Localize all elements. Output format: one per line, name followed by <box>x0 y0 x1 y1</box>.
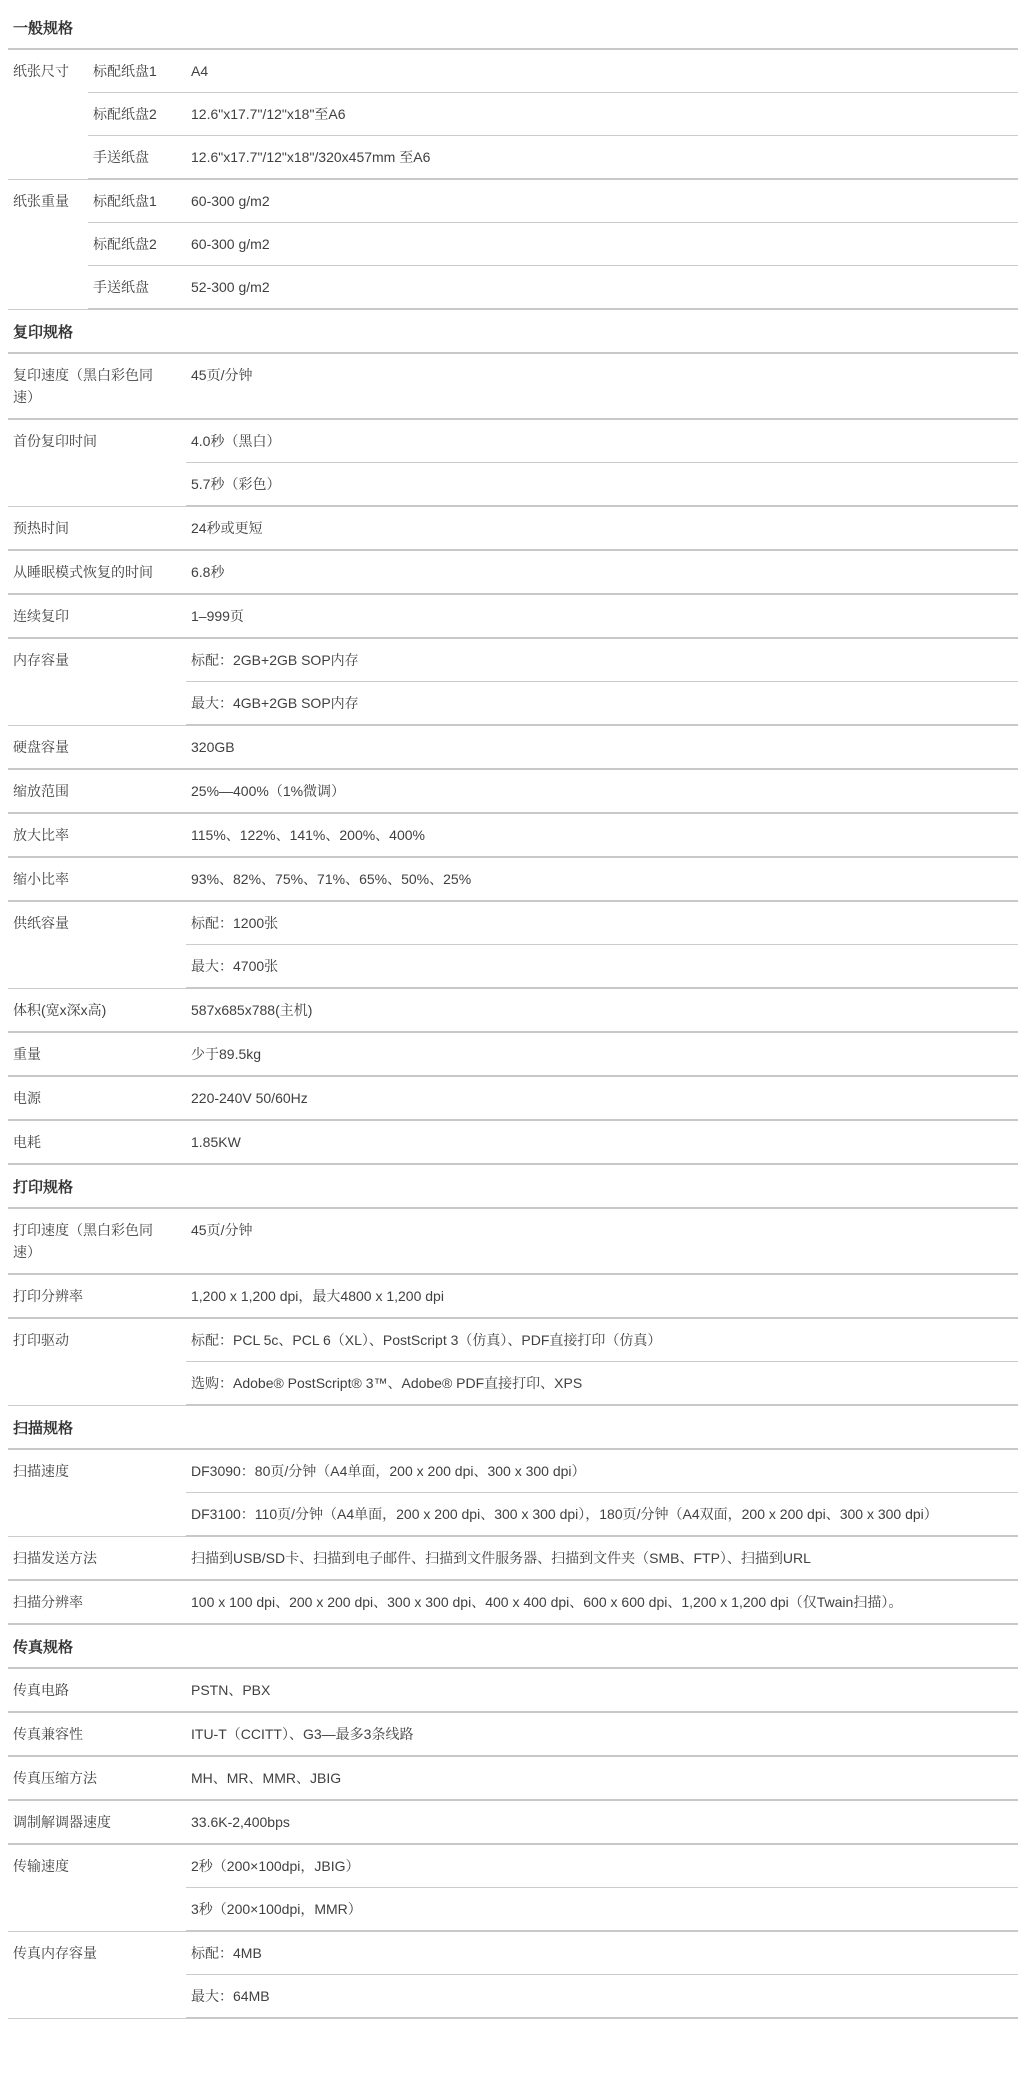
row-value: 少于89.5kg <box>186 1032 1018 1076</box>
table-row <box>8 594 1018 638</box>
row-label: 首份复印时间 <box>8 419 186 506</box>
row-sublabel: 手送纸盘 <box>88 266 186 310</box>
table-row <box>8 901 1018 945</box>
table-row <box>8 1844 1018 1888</box>
row-value: 60-300 g/m2 <box>186 223 1018 266</box>
table-row <box>8 1931 1018 1975</box>
table-row <box>8 1274 1018 1318</box>
row-value: 6.8秒 <box>186 550 1018 594</box>
row-sublabel: 标配纸盘2 <box>88 93 186 136</box>
table-row <box>8 1712 1018 1756</box>
row-label: 扫描分辨率 <box>8 1580 186 1624</box>
row-value: 25%—400%（1%微调） <box>186 769 1018 813</box>
row-value: 最大：4GB+2GB SOP内存 <box>186 682 1018 726</box>
row-label: 连续复印 <box>8 594 186 638</box>
row-label: 打印速度（黑白彩色同速） <box>8 1209 186 1274</box>
table-row <box>8 354 1018 419</box>
row-value: 标配：2GB+2GB SOP内存 <box>186 638 1018 682</box>
row-label: 传输速度 <box>8 1844 186 1931</box>
row-label: 纸张重量 <box>8 179 88 309</box>
row-value: 标配：1200张 <box>186 901 1018 945</box>
spec-table <box>8 1450 1018 1625</box>
spec-table <box>8 1669 1018 2019</box>
row-value: 93%、82%、75%、71%、65%、50%、25% <box>186 857 1018 901</box>
table-row <box>8 1209 1018 1274</box>
spec-page <box>8 0 1018 2019</box>
row-sublabel: 标配纸盘2 <box>88 223 186 266</box>
row-value: 60-300 g/m2 <box>186 179 1018 223</box>
table-row <box>8 266 1018 310</box>
row-value: ITU-T（CCITT）、G3—最多3条线路 <box>186 1712 1018 1756</box>
table-row <box>8 1450 1018 1493</box>
row-label: 内存容量 <box>8 638 186 725</box>
row-value: 扫描到USB/SD卡、扫描到电子邮件、扫描到文件服务器、扫描到文件夹（SMB、FTP）、扫描到URL <box>186 1536 1018 1580</box>
row-value: 12.6"x17.7"/12"x18"/320x457mm 至A6 <box>186 136 1018 180</box>
section-title: 传真规格 <box>8 1625 1018 1669</box>
row-label: 打印驱动 <box>8 1318 186 1405</box>
row-label: 纸张尺寸 <box>8 50 88 179</box>
section-title: 复印规格 <box>8 310 1018 354</box>
table-row <box>8 1580 1018 1624</box>
row-value: 1,200 x 1,200 dpi，最大4800 x 1,200 dpi <box>186 1274 1018 1318</box>
table-row <box>8 1669 1018 1712</box>
table-row <box>8 857 1018 901</box>
row-value: 12.6"x17.7"/12"x18"至A6 <box>186 93 1018 136</box>
table-row <box>8 1120 1018 1164</box>
row-value: A4 <box>186 50 1018 93</box>
section-title: 打印规格 <box>8 1165 1018 1209</box>
row-value: 标配：4MB <box>186 1931 1018 1975</box>
spec-table <box>8 50 1018 310</box>
section-title: 一般规格 <box>8 0 1018 50</box>
row-label: 电源 <box>8 1076 186 1120</box>
row-label: 打印分辨率 <box>8 1274 186 1318</box>
table-row <box>8 638 1018 682</box>
table-row <box>8 1318 1018 1362</box>
row-value: 45页/分钟 <box>186 1209 1018 1274</box>
table-row <box>8 93 1018 136</box>
row-label: 扫描发送方法 <box>8 1536 186 1580</box>
table-row <box>8 419 1018 463</box>
row-value: 220-240V 50/60Hz <box>186 1076 1018 1120</box>
row-label: 放大比率 <box>8 813 186 857</box>
row-value: 45页/分钟 <box>186 354 1018 419</box>
spec-section <box>8 1625 1018 2019</box>
table-row <box>8 1800 1018 1844</box>
table-row <box>8 179 1018 223</box>
table-row <box>8 813 1018 857</box>
row-sublabel: 手送纸盘 <box>88 136 186 180</box>
row-value: MH、MR、MMR、JBIG <box>186 1756 1018 1800</box>
spec-section <box>8 0 1018 310</box>
row-value: 115%、122%、141%、200%、400% <box>186 813 1018 857</box>
row-label: 缩小比率 <box>8 857 186 901</box>
row-value: 100 x 100 dpi、200 x 200 dpi、300 x 300 dpi、400 x 400 dpi、600 x 600 dpi、1,200 x 1,200 dpi（仅Twain扫描）。 <box>186 1580 1018 1624</box>
spec-section <box>8 1165 1018 1406</box>
row-sublabel: 标配纸盘1 <box>88 179 186 223</box>
table-row <box>8 1032 1018 1076</box>
table-row <box>8 506 1018 550</box>
row-sublabel: 标配纸盘1 <box>88 50 186 93</box>
section-title: 扫描规格 <box>8 1406 1018 1450</box>
row-label: 调制解调器速度 <box>8 1800 186 1844</box>
row-label: 重量 <box>8 1032 186 1076</box>
table-row <box>8 1756 1018 1800</box>
spec-table <box>8 1209 1018 1406</box>
row-value: 320GB <box>186 725 1018 769</box>
row-value: 5.7秒（彩色） <box>186 463 1018 507</box>
row-value: 24秒或更短 <box>186 506 1018 550</box>
row-value: 52-300 g/m2 <box>186 266 1018 310</box>
row-value: 选购：Adobe® PostScript® 3™、Adobe® PDF直接打印、XPS <box>186 1362 1018 1406</box>
row-value: DF3100：110页/分钟（A4单面，200 x 200 dpi、300 x 300 dpi），180页/分钟（A4双面，200 x 200 dpi、300 x 300 dpi） <box>186 1493 1018 1537</box>
table-row <box>8 223 1018 266</box>
row-value: 1.85KW <box>186 1120 1018 1164</box>
row-label: 硬盘容量 <box>8 725 186 769</box>
table-row <box>8 550 1018 594</box>
row-label: 传真电路 <box>8 1669 186 1712</box>
row-label: 传真压缩方法 <box>8 1756 186 1800</box>
row-value: 1–999页 <box>186 594 1018 638</box>
row-value: 4.0秒（黑白） <box>186 419 1018 463</box>
row-label: 扫描速度 <box>8 1450 186 1536</box>
row-value: 最大：4700张 <box>186 945 1018 989</box>
row-label: 复印速度（黑白彩色同速） <box>8 354 186 419</box>
row-value: 2秒（200×100dpi，JBIG） <box>186 1844 1018 1888</box>
table-row <box>8 725 1018 769</box>
row-value: 33.6K-2,400bps <box>186 1800 1018 1844</box>
row-value: 3秒（200×100dpi，MMR） <box>186 1888 1018 1932</box>
row-label: 缩放范围 <box>8 769 186 813</box>
row-label: 预热时间 <box>8 506 186 550</box>
row-label: 从睡眠模式恢复的时间 <box>8 550 186 594</box>
row-label: 电耗 <box>8 1120 186 1164</box>
row-value: 最大：64MB <box>186 1975 1018 2019</box>
row-label: 传真内存容量 <box>8 1931 186 2018</box>
spec-section <box>8 1406 1018 1625</box>
row-value: PSTN、PBX <box>186 1669 1018 1712</box>
row-value: DF3090：80页/分钟（A4单面，200 x 200 dpi、300 x 300 dpi） <box>186 1450 1018 1493</box>
table-row <box>8 769 1018 813</box>
table-row <box>8 1076 1018 1120</box>
row-label: 供纸容量 <box>8 901 186 988</box>
row-value: 标配：PCL 5c、PCL 6（XL）、PostScript 3（仿真）、PDF直接打印（仿真） <box>186 1318 1018 1362</box>
table-row <box>8 50 1018 93</box>
table-row <box>8 136 1018 180</box>
table-row <box>8 988 1018 1032</box>
row-value: 587x685x788(主机) <box>186 988 1018 1032</box>
table-row <box>8 1536 1018 1580</box>
spec-table <box>8 354 1018 1165</box>
row-label: 体积(宽x深x高) <box>8 988 186 1032</box>
spec-section <box>8 310 1018 1165</box>
row-label: 传真兼容性 <box>8 1712 186 1756</box>
